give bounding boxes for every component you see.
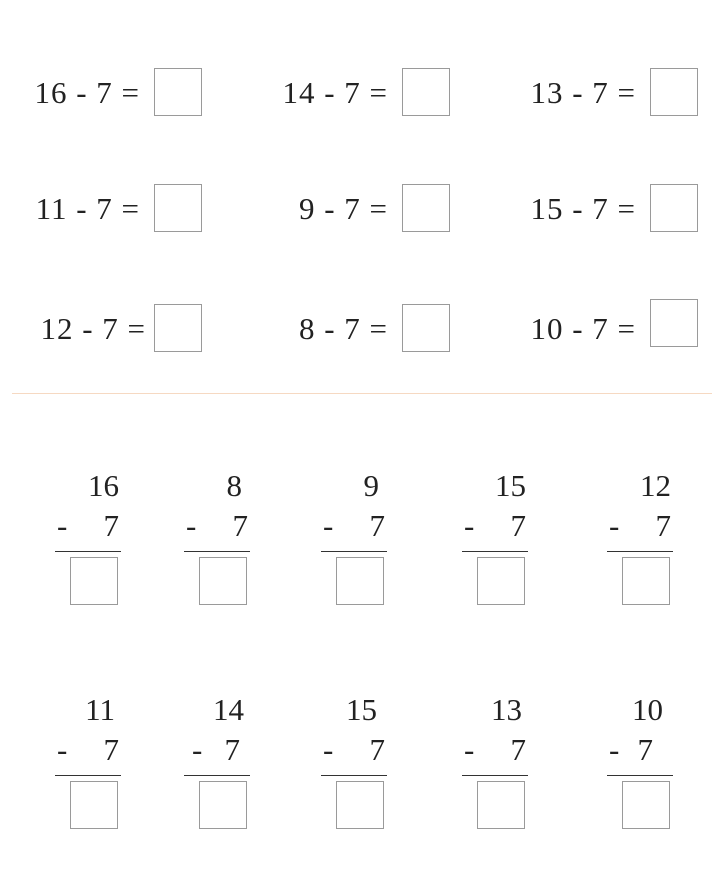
answer-line [462, 775, 528, 776]
answer-box[interactable] [70, 781, 118, 829]
equation-text: 13 - 7 = [530, 75, 636, 110]
minus-sign: - [464, 508, 475, 543]
vertical-equation-2-4 [462, 692, 530, 832]
minuend: 15 [495, 468, 526, 503]
answer-line [607, 551, 673, 552]
minuend: 9 [363, 468, 379, 503]
subtrahend: 7 [232, 508, 248, 543]
answer-line [55, 775, 121, 776]
vertical-equation-2-2 [184, 692, 252, 832]
vertical-equation-1-4 [462, 468, 530, 608]
answer-box[interactable] [336, 557, 384, 605]
vertical-equation-1-5 [607, 468, 675, 608]
minuend: 16 [88, 468, 119, 503]
answer-box[interactable] [477, 557, 525, 605]
horizontal-row-1 [0, 67, 725, 117]
minus-sign: - [609, 732, 620, 767]
equation-text: 14 - 7 = [282, 75, 388, 110]
subtrahend: 7 [510, 508, 526, 543]
minuend: 15 [346, 692, 377, 727]
horizontal-row-2 [0, 183, 725, 233]
answer-box[interactable] [336, 781, 384, 829]
equation-1-3 [0, 67, 698, 117]
answer-box[interactable] [477, 781, 525, 829]
subtrahend: 7 [103, 508, 119, 543]
answer-box[interactable] [650, 299, 698, 347]
horizontal-row-3 [0, 303, 725, 353]
answer-line [184, 775, 250, 776]
section-divider [12, 393, 712, 394]
equation-text: 16 - 7 = [34, 75, 140, 110]
minuend: 10 [632, 692, 663, 727]
answer-line [462, 551, 528, 552]
minus-sign: - [186, 508, 197, 543]
subtrahend: 7 [510, 732, 526, 767]
subtrahend: 7 [224, 732, 240, 767]
subtrahend: 7 [655, 508, 671, 543]
equation-text: 8 - 7 = [298, 311, 388, 346]
vertical-row-1 [0, 468, 725, 608]
equation-text: 10 - 7 = [530, 311, 636, 346]
answer-line [55, 551, 121, 552]
minus-sign: - [609, 508, 620, 543]
answer-box[interactable] [650, 68, 698, 116]
minus-sign: - [323, 732, 334, 767]
answer-line [607, 775, 673, 776]
vertical-row-2 [0, 692, 725, 832]
vertical-equation-2-5 [607, 692, 675, 832]
vertical-equation-2-1 [55, 692, 123, 832]
equation-text: 12 - 7 = [40, 311, 146, 346]
vertical-equation-2-3 [321, 692, 389, 832]
minuend: 12 [640, 468, 671, 503]
subtrahend: 7 [369, 508, 385, 543]
minuend: 11 [85, 692, 115, 727]
minuend: 8 [226, 468, 242, 503]
answer-box[interactable] [70, 557, 118, 605]
vertical-equation-1-2 [184, 468, 252, 608]
vertical-equation-1-3 [321, 468, 389, 608]
subtrahend: 7 [369, 732, 385, 767]
minuend: 13 [491, 692, 522, 727]
minus-sign: - [464, 732, 475, 767]
equation-2-3 [0, 183, 698, 233]
answer-box[interactable] [622, 781, 670, 829]
answer-box[interactable] [199, 557, 247, 605]
answer-box[interactable] [622, 557, 670, 605]
answer-line [321, 551, 387, 552]
answer-box[interactable] [650, 184, 698, 232]
answer-box[interactable] [199, 781, 247, 829]
subtrahend: 7 [103, 732, 119, 767]
minus-sign: - [192, 732, 203, 767]
minuend: 14 [213, 692, 244, 727]
minus-sign: - [323, 508, 334, 543]
equation-text: 9 - 7 = [298, 191, 388, 226]
answer-line [321, 775, 387, 776]
vertical-equation-1-1 [55, 468, 123, 608]
equation-text: 15 - 7 = [530, 191, 636, 226]
minus-sign: - [57, 508, 68, 543]
answer-line [184, 551, 250, 552]
minus-sign: - [57, 732, 68, 767]
equation-3-3 [0, 303, 698, 353]
subtrahend: 7 [637, 732, 653, 767]
equation-text: 11 - 7 = [35, 191, 140, 226]
